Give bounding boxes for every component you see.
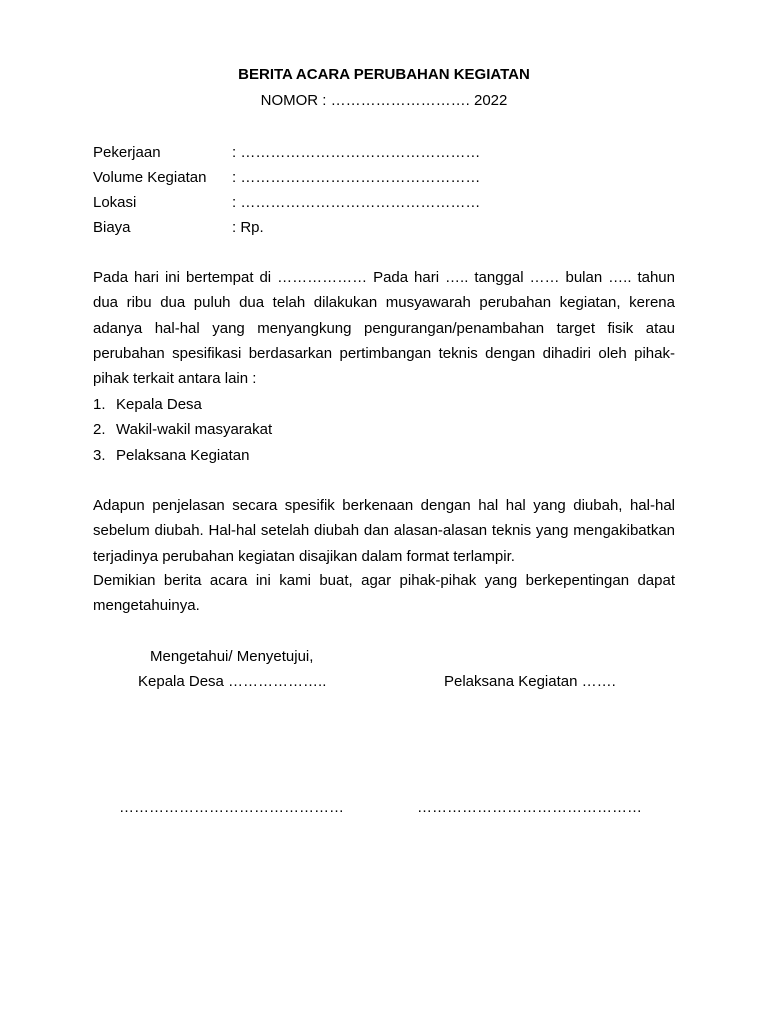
field-value-lokasi: : ………………………………………… — [232, 194, 481, 211]
field-label-lokasi: Lokasi — [93, 194, 137, 211]
executor-signature-line: ……………………………………… — [417, 799, 642, 816]
field-label-biaya: Biaya — [93, 219, 131, 236]
list-item-number: 1. — [93, 396, 106, 413]
list-item — [93, 392, 272, 417]
list-item-text: Kepala Desa — [116, 396, 202, 413]
executor-title: Pelaksana Kegiatan ……. — [444, 673, 616, 690]
field-value-biaya: : Rp. — [232, 219, 264, 236]
opening-paragraph: Pada hari ini bertempat di ……………… Pada hari ….. tanggal …… bulan ….. tahun dua ribu dua puluh dua telah dilakukan musyawarah perubahan kegiatan, kerena adanya hal-hal yang menyangkung pengurangan/penambahan target fisik atau perubahan spesifikasi berdasarkan pertimbangan teknis dengan dihadiri oleh pihak-pihak terkait antara lain : — [93, 269, 675, 388]
list-item-number: 2. — [93, 421, 106, 439]
village-head-title: Kepala Desa ……………….. — [138, 673, 327, 690]
field-label-pekerjaan: Pekerjaan — [93, 144, 161, 161]
list-item-text: Pelaksana Kegiatan — [116, 446, 250, 464]
document-title: BERITA ACARA PERUBAHAN KEGIATAN — [238, 66, 530, 83]
list-item — [93, 417, 272, 442]
attendee-list — [93, 392, 272, 468]
approval-heading: Mengetahui/ Menyetujui, — [150, 648, 314, 665]
list-item — [93, 443, 272, 468]
field-value-pekerjaan: : ………………………………………… — [232, 144, 481, 161]
field-label-volume: Volume Kegiatan — [93, 169, 207, 186]
list-item-number: 3. — [93, 446, 106, 464]
list-item-text: Wakil-wakil masyarakat — [116, 421, 273, 439]
document-number: NOMOR : ………………………. 2022 — [260, 92, 508, 109]
closing-paragraph: Demikian berita acara ini kami buat, agar pihak-pihak yang berkepentingan dapat mengetahuinya. — [93, 572, 675, 615]
field-value-volume: : ………………………………………… — [232, 169, 481, 186]
village-head-signature-line: ……………………………………… — [119, 799, 344, 816]
explanation-paragraph: Adapun penjelasan secara spesifik berkenaan dengan hal hal yang diubah, hal-hal sebelum diubah. Hal-hal setelah diubah dan alasan-alasan teknis yang mengakibatkan terjadinya perubahan kegiatan disajikan dalam format terlampir. — [93, 497, 675, 565]
